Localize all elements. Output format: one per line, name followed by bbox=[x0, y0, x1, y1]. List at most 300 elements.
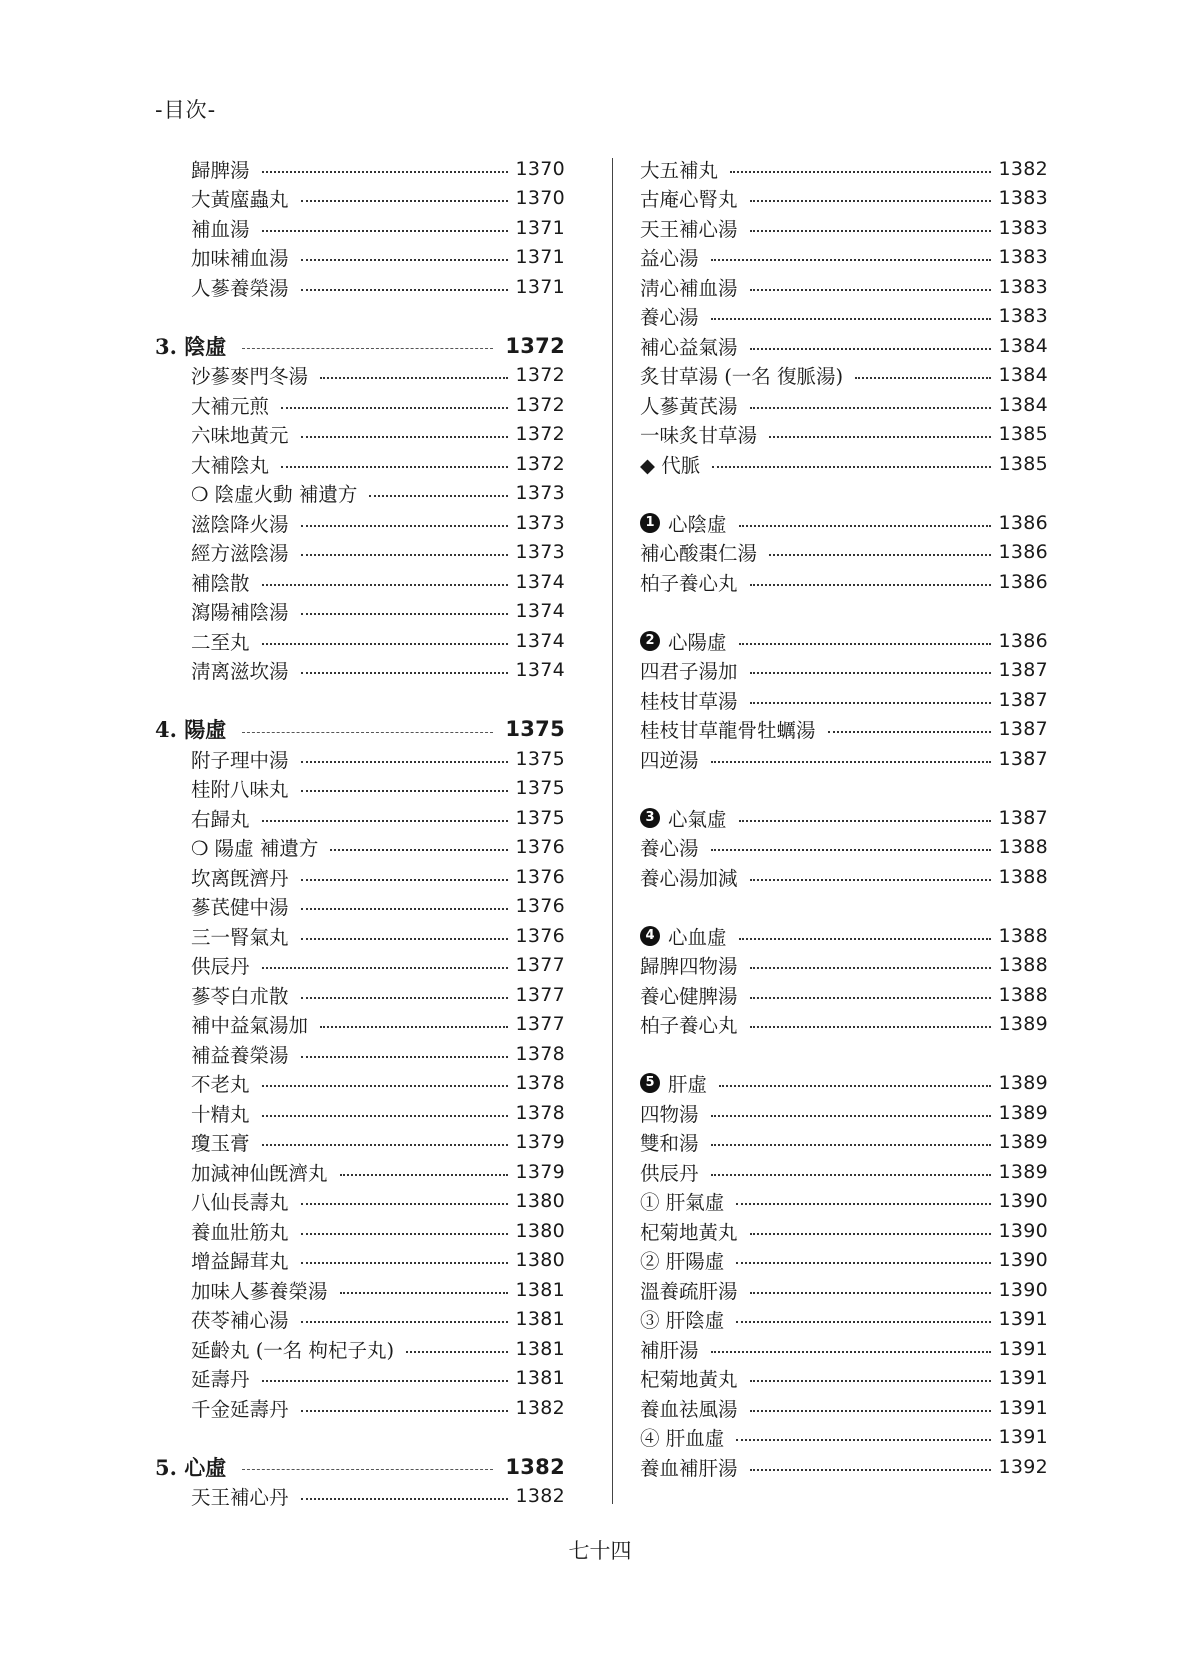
toc-entry bbox=[155, 1069, 565, 1099]
toc-entry bbox=[640, 272, 1048, 302]
toc-subsection-heading bbox=[640, 803, 1048, 833]
dot-leader bbox=[301, 200, 509, 202]
toc-entry-label: 補益養榮湯 bbox=[191, 1043, 289, 1067]
toc-page-number: 1389 bbox=[998, 1013, 1048, 1036]
toc-subsection-heading bbox=[640, 921, 1048, 951]
toc-column-right bbox=[640, 154, 1048, 1482]
toc-entry-label: 大五補丸 bbox=[640, 158, 719, 182]
dot-leader bbox=[750, 702, 992, 704]
dot-leader bbox=[750, 1026, 992, 1028]
toc-entry-label: 歸脾湯 bbox=[191, 158, 250, 182]
toc-page-number: 1374 bbox=[515, 600, 565, 623]
toc-page-number: 1390 bbox=[998, 1190, 1048, 1213]
toc-page-number: 1373 bbox=[515, 511, 565, 534]
toc-entry bbox=[640, 361, 1048, 391]
toc-entry bbox=[155, 1305, 565, 1335]
toc-page-number: 1386 bbox=[998, 570, 1048, 593]
circled-number-icon: 4 bbox=[640, 926, 660, 946]
dot-leader bbox=[301, 790, 509, 792]
toc-page-number: 1374 bbox=[515, 659, 565, 682]
dot-leader bbox=[750, 1292, 992, 1294]
dot-leader bbox=[301, 259, 509, 261]
toc-page-number: 1385 bbox=[998, 452, 1048, 475]
toc-entry bbox=[640, 154, 1048, 184]
toc-page-number: 1392 bbox=[998, 1455, 1048, 1478]
toc-entry-label: 千金延壽丹 bbox=[191, 1397, 289, 1421]
toc-page-number: 1381 bbox=[515, 1367, 565, 1390]
dot-leader bbox=[711, 1115, 992, 1117]
toc-page-number: 1388 bbox=[998, 954, 1048, 977]
toc-entry-label: 杞菊地黃丸 bbox=[640, 1220, 738, 1244]
toc-entry-label: 三一腎氣丸 bbox=[191, 925, 289, 949]
toc-subsection-title bbox=[640, 922, 727, 950]
toc-entry bbox=[155, 567, 565, 597]
toc-entry-label: 養血祛風湯 bbox=[640, 1397, 738, 1421]
dot-leader bbox=[320, 1026, 508, 1028]
toc-spacer bbox=[640, 892, 1048, 922]
dot-leader bbox=[262, 584, 509, 586]
circled-number-icon: 1 bbox=[640, 513, 660, 533]
dot-leader bbox=[301, 1203, 509, 1205]
toc-page-number: 1377 bbox=[515, 1013, 565, 1036]
toc-entry-label: 補心酸棗仁湯 bbox=[640, 542, 758, 566]
toc-page-number: 1372 bbox=[515, 452, 565, 475]
dot-leader bbox=[711, 849, 992, 851]
toc-entry-label: 溫養疏肝湯 bbox=[640, 1279, 738, 1303]
toc-entry bbox=[640, 184, 1048, 214]
dot-leader bbox=[301, 1321, 509, 1323]
dot-leader bbox=[750, 584, 992, 586]
dot-leader bbox=[828, 731, 992, 733]
toc-entry-label: 蔘芪健中湯 bbox=[191, 896, 289, 920]
toc-subsection-label: 心陰虛 bbox=[668, 512, 727, 536]
toc-entry-label: 加味人蔘養榮湯 bbox=[191, 1279, 328, 1303]
toc-spacer bbox=[640, 1039, 1048, 1069]
toc-entry-label: 加減神仙旣濟丸 bbox=[191, 1161, 328, 1185]
dot-leader bbox=[301, 938, 509, 940]
toc-entry bbox=[640, 1364, 1048, 1394]
toc-entry-label: 炙甘草湯 (一名 復脈湯) bbox=[640, 365, 844, 389]
toc-subsection-title bbox=[640, 1069, 707, 1097]
toc-entry bbox=[640, 390, 1048, 420]
toc-page-number: 1370 bbox=[515, 157, 565, 180]
toc-subsection-label: 心陽虛 bbox=[668, 630, 727, 654]
toc-page-number: 1380 bbox=[515, 1190, 565, 1213]
toc-page-number: 1390 bbox=[998, 1219, 1048, 1242]
toc-entry bbox=[640, 951, 1048, 981]
toc-entry bbox=[640, 302, 1048, 332]
toc-page-number: 1381 bbox=[515, 1337, 565, 1360]
toc-page-number: 1384 bbox=[998, 393, 1048, 416]
toc-entry-label: 養血補肝湯 bbox=[640, 1456, 738, 1480]
toc-page-number: 1376 bbox=[515, 924, 565, 947]
toc-entry bbox=[155, 1128, 565, 1158]
toc-entry bbox=[155, 154, 565, 184]
toc-entry bbox=[640, 1452, 1048, 1482]
toc-page-number: 1381 bbox=[515, 1278, 565, 1301]
toc-page-number: 1377 bbox=[515, 983, 565, 1006]
dot-leader bbox=[750, 348, 992, 350]
dot-leader bbox=[711, 1351, 992, 1353]
dot-leader bbox=[369, 495, 508, 497]
toc-entry bbox=[155, 892, 565, 922]
toc-section-heading bbox=[155, 331, 565, 361]
toc-entry-label: 延齡丸 (一名 枸杞子丸) bbox=[191, 1338, 395, 1362]
dot-leader bbox=[739, 643, 992, 645]
dot-leader bbox=[301, 761, 509, 763]
dot-leader bbox=[281, 466, 508, 468]
toc-entry bbox=[155, 361, 565, 391]
toc-entry-label: 沙蔘麥門冬湯 bbox=[191, 365, 309, 389]
toc-spacer bbox=[155, 302, 565, 332]
dot-leader bbox=[736, 1262, 991, 1264]
page-header: -目次- bbox=[155, 98, 217, 122]
toc-page-number: 1387 bbox=[998, 718, 1048, 741]
toc-entry bbox=[640, 567, 1048, 597]
toc-page-number: 1375 bbox=[515, 777, 565, 800]
toc-page-number: 1374 bbox=[515, 629, 565, 652]
toc-entry-label: 補心益氣湯 bbox=[640, 335, 738, 359]
toc-entry bbox=[155, 1157, 565, 1187]
toc-page-number: 1372 bbox=[515, 364, 565, 387]
toc-entry bbox=[155, 420, 565, 450]
dot-leader bbox=[736, 1321, 991, 1323]
toc-page-number: 1389 bbox=[998, 1131, 1048, 1154]
toc-page-number: 1371 bbox=[515, 216, 565, 239]
dot-leader bbox=[262, 643, 509, 645]
toc-page-number: 1386 bbox=[998, 629, 1048, 652]
toc-entry bbox=[155, 1098, 565, 1128]
toc-entry-label: 養心湯 bbox=[640, 837, 699, 861]
toc-entry bbox=[640, 1334, 1048, 1364]
toc-page-number: 1382 bbox=[515, 1485, 565, 1508]
toc-entry-label: 四逆湯 bbox=[640, 748, 699, 772]
dot-leader bbox=[242, 732, 493, 733]
toc-entry-label: 右歸丸 bbox=[191, 807, 250, 831]
toc-entry-label: 養心湯 bbox=[640, 306, 699, 330]
toc-page-number: 1381 bbox=[515, 1308, 565, 1331]
dot-leader bbox=[739, 820, 992, 822]
toc-entry bbox=[155, 951, 565, 981]
toc-entry-label: 增益歸茸丸 bbox=[191, 1250, 289, 1274]
dot-leader bbox=[750, 289, 992, 291]
toc-entry bbox=[155, 1216, 565, 1246]
toc-entry-label: 加味補血湯 bbox=[191, 247, 289, 271]
toc-page-number: 1382 bbox=[515, 1396, 565, 1419]
toc-page-number: 1378 bbox=[515, 1072, 565, 1095]
toc-entry-label: 四君子湯加 bbox=[640, 660, 738, 684]
toc-page-number: 1377 bbox=[515, 954, 565, 977]
dot-leader bbox=[301, 879, 509, 881]
dot-leader bbox=[281, 407, 508, 409]
toc-entry bbox=[155, 1482, 565, 1512]
dot-leader bbox=[242, 348, 493, 349]
toc-page-number: 1374 bbox=[515, 570, 565, 593]
toc-entry bbox=[640, 1098, 1048, 1128]
toc-page-number: 1373 bbox=[515, 541, 565, 564]
toc-page-number: 1388 bbox=[998, 836, 1048, 859]
toc-entry-label: 四物湯 bbox=[640, 1102, 699, 1126]
toc-entry bbox=[640, 420, 1048, 450]
toc-entry-label: 杞菊地黃丸 bbox=[640, 1368, 738, 1392]
toc-entry-label: 大黃䗪蟲丸 bbox=[191, 188, 289, 212]
toc-page-number: 1389 bbox=[998, 1101, 1048, 1124]
dot-leader bbox=[750, 672, 992, 674]
page-number: 七十四 bbox=[568, 1539, 632, 1563]
toc-entry bbox=[640, 1423, 1048, 1453]
toc-section-label: 5. 心虛 bbox=[155, 1454, 227, 1480]
toc-page-number: 1385 bbox=[998, 423, 1048, 446]
toc-page-number: 1388 bbox=[998, 983, 1048, 1006]
column-divider bbox=[612, 158, 613, 1504]
dot-leader bbox=[769, 436, 991, 438]
toc-entry-label: 滋陰降火湯 bbox=[191, 512, 289, 536]
toc-page-number: 1389 bbox=[998, 1160, 1048, 1183]
toc-entry-label: 古庵心腎丸 bbox=[640, 188, 738, 212]
toc-entry-label: 附子理中湯 bbox=[191, 748, 289, 772]
dot-leader bbox=[301, 908, 509, 910]
toc-page-number: 1382 bbox=[505, 1454, 565, 1479]
toc-spacer bbox=[155, 685, 565, 715]
dot-leader bbox=[301, 289, 509, 291]
dot-leader bbox=[750, 967, 992, 969]
toc-entry-label: 蔘苓白朮散 bbox=[191, 984, 289, 1008]
dot-leader bbox=[301, 613, 509, 615]
dot-leader bbox=[301, 1262, 509, 1264]
dot-leader bbox=[769, 554, 991, 556]
dot-leader bbox=[750, 879, 992, 881]
toc-entry-label: 補血湯 bbox=[191, 217, 250, 241]
toc-page-number: 1371 bbox=[515, 246, 565, 269]
toc-entry bbox=[640, 1393, 1048, 1423]
toc-entry-label: 十精丸 bbox=[191, 1102, 250, 1126]
toc-entry-label: ❍ 陰虛火動 補遺方 bbox=[191, 483, 358, 507]
toc-page-number: 1387 bbox=[998, 659, 1048, 682]
dot-leader bbox=[242, 1469, 493, 1470]
toc-subsection-label: 心血虛 bbox=[668, 925, 727, 949]
toc-entry-label: 柏子養心丸 bbox=[640, 1014, 738, 1038]
toc-entry bbox=[155, 449, 565, 479]
toc-entry-label: ① 肝氣虛 bbox=[640, 1191, 725, 1215]
dot-leader bbox=[750, 1469, 992, 1471]
toc-entry-label: 養心健脾湯 bbox=[640, 984, 738, 1008]
toc-spacer bbox=[640, 597, 1048, 627]
toc-page-number: 1388 bbox=[998, 924, 1048, 947]
toc-entry-label: ④ 肝血虛 bbox=[640, 1427, 725, 1451]
toc-entry bbox=[155, 626, 565, 656]
toc-page-number: 1372 bbox=[505, 333, 565, 358]
toc-entry bbox=[155, 1187, 565, 1217]
toc-entry-label: 養心湯加減 bbox=[640, 866, 738, 890]
toc-entry bbox=[155, 980, 565, 1010]
toc-column-left bbox=[155, 154, 565, 1511]
toc-page-number: 1390 bbox=[998, 1278, 1048, 1301]
toc-entry bbox=[155, 744, 565, 774]
dot-leader bbox=[301, 1233, 509, 1235]
dot-leader bbox=[301, 554, 509, 556]
dot-leader bbox=[855, 377, 991, 379]
toc-page-number: 1373 bbox=[515, 482, 565, 505]
toc-subsection-heading bbox=[640, 1069, 1048, 1099]
toc-page-number: 1386 bbox=[998, 511, 1048, 534]
dot-leader bbox=[320, 377, 508, 379]
dot-leader bbox=[750, 407, 992, 409]
toc-entry-label: 桂附八味丸 bbox=[191, 778, 289, 802]
toc-entry bbox=[155, 803, 565, 833]
toc-subsection-label: 心氣虛 bbox=[668, 807, 727, 831]
toc-page-number: 1375 bbox=[505, 717, 565, 742]
toc-entry bbox=[155, 243, 565, 273]
toc-section-heading bbox=[155, 715, 565, 745]
toc-entry bbox=[155, 921, 565, 951]
toc-entry-label: 二至丸 bbox=[191, 630, 250, 654]
toc-spacer bbox=[155, 1423, 565, 1453]
toc-entry bbox=[155, 1010, 565, 1040]
toc-entry bbox=[155, 508, 565, 538]
toc-entry-label: 天王補心丹 bbox=[191, 1486, 289, 1510]
toc-entry-label: 六味地黃元 bbox=[191, 424, 289, 448]
dot-leader bbox=[712, 466, 991, 468]
dot-leader bbox=[711, 259, 992, 261]
toc-page-number: 1370 bbox=[515, 187, 565, 210]
dot-leader bbox=[262, 967, 509, 969]
toc-entry-label: 供辰丹 bbox=[191, 955, 250, 979]
dot-leader bbox=[739, 525, 992, 527]
toc-page-number: 1376 bbox=[515, 895, 565, 918]
toc-entry-label: 一味炙甘草湯 bbox=[640, 424, 758, 448]
dot-leader bbox=[262, 230, 509, 232]
toc-entry-label: 補陰散 bbox=[191, 571, 250, 595]
toc-section-label: 3. 陰虛 bbox=[155, 333, 227, 359]
toc-page-number: 1387 bbox=[998, 806, 1048, 829]
toc-page-number: 1376 bbox=[515, 836, 565, 859]
toc-entry-label: ❍ 陽虛 補遺方 bbox=[191, 837, 319, 861]
toc-entry-label: 大補元煎 bbox=[191, 394, 270, 418]
toc-page-number: 1387 bbox=[998, 688, 1048, 711]
toc-page-number: 1378 bbox=[515, 1101, 565, 1124]
toc-entry bbox=[640, 862, 1048, 892]
toc-page-number: 1388 bbox=[998, 865, 1048, 888]
toc-entry-label: 桂枝甘草湯 bbox=[640, 689, 738, 713]
toc-entry bbox=[640, 1246, 1048, 1276]
toc-entry-label: 人蔘養榮湯 bbox=[191, 276, 289, 300]
toc-subsection-title bbox=[640, 509, 727, 537]
toc-page-number: 1391 bbox=[998, 1396, 1048, 1419]
dot-leader bbox=[340, 1292, 509, 1294]
toc-page-number: 1386 bbox=[998, 541, 1048, 564]
toc-entry-label: 經方滋陰湯 bbox=[191, 542, 289, 566]
toc-page-number: 1383 bbox=[998, 246, 1048, 269]
toc-page-number: 1391 bbox=[998, 1367, 1048, 1390]
dot-leader bbox=[301, 525, 509, 527]
toc-page-number: 1375 bbox=[515, 806, 565, 829]
toc-entry bbox=[155, 479, 565, 509]
toc-subsection-heading bbox=[640, 508, 1048, 538]
toc-entry-label: 大補陰丸 bbox=[191, 453, 270, 477]
toc-entry bbox=[155, 1039, 565, 1069]
dot-leader bbox=[750, 200, 992, 202]
toc-entry-label: 柏子養心丸 bbox=[640, 571, 738, 595]
dot-leader bbox=[739, 938, 992, 940]
dot-leader bbox=[736, 1203, 991, 1205]
toc-subsection-title bbox=[640, 804, 727, 832]
toc-entry-label: 養血壯筋丸 bbox=[191, 1220, 289, 1244]
dot-leader bbox=[750, 1410, 992, 1412]
toc-entry bbox=[155, 1334, 565, 1364]
dot-leader bbox=[301, 436, 509, 438]
toc-entry bbox=[155, 272, 565, 302]
dot-leader bbox=[750, 1233, 992, 1235]
toc-subsection-label: 肝虛 bbox=[668, 1073, 708, 1097]
toc-entry bbox=[155, 833, 565, 863]
toc-entry bbox=[640, 331, 1048, 361]
toc-entry bbox=[155, 774, 565, 804]
toc-entry bbox=[155, 1393, 565, 1423]
toc-entry-label: ② 肝陽虛 bbox=[640, 1250, 725, 1274]
toc-entry bbox=[155, 538, 565, 568]
toc-entry-label: 淸心補血湯 bbox=[640, 276, 738, 300]
dot-leader bbox=[711, 761, 992, 763]
toc-entry bbox=[155, 213, 565, 243]
toc-entry-label: 補中益氣湯加 bbox=[191, 1014, 309, 1038]
dot-leader bbox=[301, 997, 509, 999]
toc-entry-label: ③ 肝陰虛 bbox=[640, 1309, 725, 1333]
toc-entry bbox=[155, 1364, 565, 1394]
dot-leader bbox=[730, 171, 991, 173]
dot-leader bbox=[301, 672, 509, 674]
toc-entry-label: 淸离滋坎湯 bbox=[191, 660, 289, 684]
toc-entry bbox=[155, 1246, 565, 1276]
toc-entry-label: 茯苓補心湯 bbox=[191, 1309, 289, 1333]
dot-leader bbox=[406, 1351, 508, 1353]
dot-leader bbox=[711, 1144, 992, 1146]
toc-page-number: 1380 bbox=[515, 1219, 565, 1242]
toc-section-label: 4. 陽虛 bbox=[155, 717, 227, 743]
toc-entry-label: 不老丸 bbox=[191, 1073, 250, 1097]
toc-page-number: 1389 bbox=[998, 1072, 1048, 1095]
dot-leader bbox=[750, 1380, 992, 1382]
toc-spacer bbox=[640, 479, 1048, 509]
toc-entry bbox=[155, 862, 565, 892]
toc-entry bbox=[155, 1275, 565, 1305]
dot-leader bbox=[711, 1174, 992, 1176]
toc-page-number: 1383 bbox=[998, 187, 1048, 210]
toc-page-number: 1375 bbox=[515, 747, 565, 770]
dot-leader bbox=[262, 820, 509, 822]
toc-page-number: 1384 bbox=[998, 364, 1048, 387]
toc-entry-label: 益心湯 bbox=[640, 247, 699, 271]
toc-page-number: 1390 bbox=[998, 1249, 1048, 1272]
toc-entry bbox=[640, 449, 1048, 479]
toc-entry bbox=[640, 1305, 1048, 1335]
toc-entry bbox=[155, 597, 565, 627]
toc-entry bbox=[155, 656, 565, 686]
toc-page-number: 1391 bbox=[998, 1308, 1048, 1331]
dot-leader bbox=[301, 1498, 509, 1500]
circled-number-icon: 3 bbox=[640, 808, 660, 828]
toc-entry-label: 人蔘黃芪湯 bbox=[640, 394, 738, 418]
dot-leader bbox=[719, 1085, 991, 1087]
toc-page-number: 1383 bbox=[998, 305, 1048, 328]
toc-entry bbox=[640, 833, 1048, 863]
toc-spacer bbox=[640, 774, 1048, 804]
toc-entry bbox=[640, 744, 1048, 774]
toc-entry bbox=[640, 1010, 1048, 1040]
dot-leader bbox=[736, 1439, 991, 1441]
toc-entry-label: 瀉陽補陰湯 bbox=[191, 601, 289, 625]
toc-entry bbox=[640, 715, 1048, 745]
toc-entry bbox=[155, 390, 565, 420]
